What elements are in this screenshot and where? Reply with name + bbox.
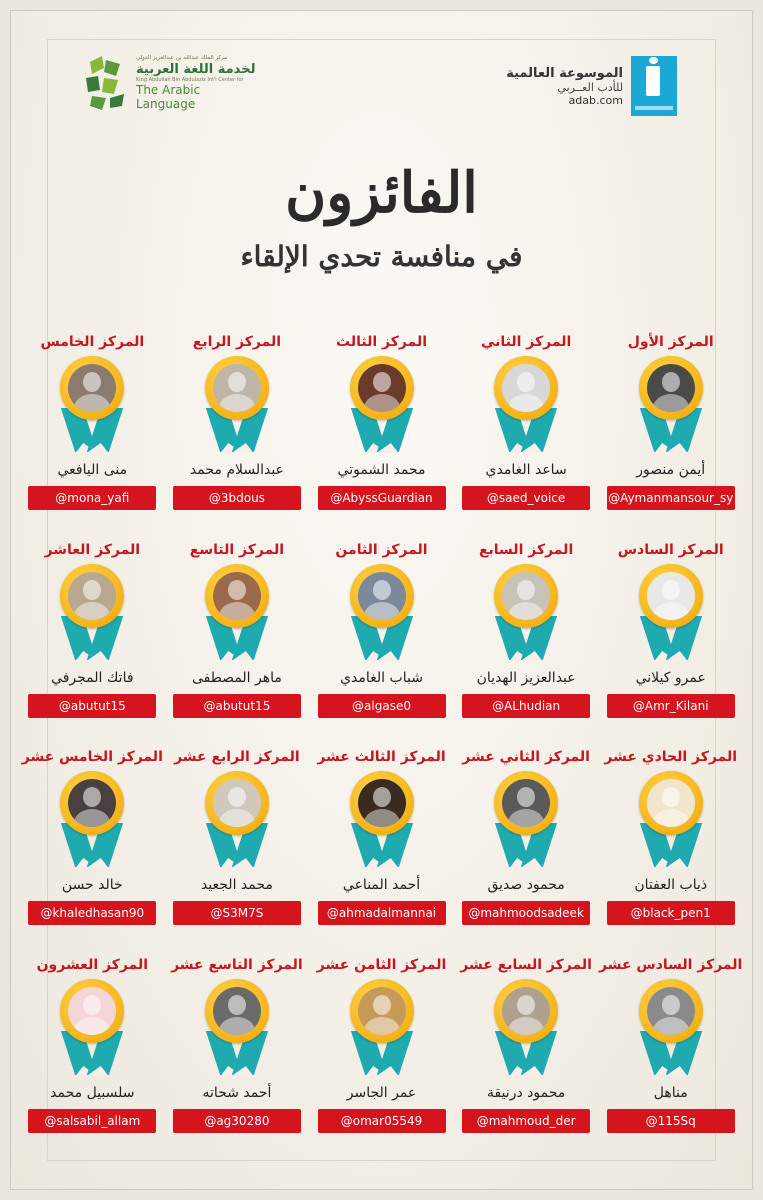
winner-handle[interactable]: @mahmoud_der	[462, 1109, 590, 1133]
winner-rank: المركز السابع	[478, 541, 574, 558]
winner-card	[454, 743, 599, 951]
avatar-head	[83, 787, 101, 807]
winner-name: سلسبيل محمد	[50, 1084, 135, 1101]
winner-card	[598, 743, 743, 951]
winner-card	[165, 536, 310, 744]
winner-card	[20, 536, 165, 744]
avatar-head	[662, 372, 680, 392]
medal-icon	[486, 979, 566, 1079]
winner-name: ماهر المصطفى	[191, 669, 282, 686]
medal-icon	[342, 356, 422, 456]
medal-icon	[342, 979, 422, 1079]
avatar-head	[517, 995, 535, 1015]
avatar-body	[219, 1017, 255, 1035]
winner-handle[interactable]: @abutut15	[173, 694, 301, 718]
winner-name: محمود درنيقة	[486, 1084, 566, 1101]
avatar-head	[662, 787, 680, 807]
winner-handle[interactable]: @mona_yafi	[28, 486, 156, 510]
avatar-body	[219, 809, 255, 827]
avatar	[358, 987, 406, 1035]
avatar	[647, 572, 695, 620]
winner-name: ساعد الغامدي	[485, 462, 567, 478]
avatar	[68, 364, 116, 412]
medal-icon	[631, 564, 711, 664]
avatar-head	[373, 372, 391, 392]
adab-line1: الموسوعة العالمية	[506, 65, 623, 81]
winner-name: محمود صديق	[487, 877, 565, 893]
avatar-body	[219, 602, 255, 620]
avatar-head	[517, 372, 535, 392]
avatar-head	[373, 580, 391, 600]
winner-rank: المركز العاشر	[44, 541, 141, 558]
avatar-head	[228, 787, 246, 807]
avatar-body	[364, 1017, 400, 1035]
avatar-head	[83, 372, 101, 392]
winner-handle[interactable]: @omar05549	[318, 1109, 446, 1133]
winner-handle[interactable]: @Aymanmansour_sy	[607, 486, 735, 510]
winner-rank: المركز السابع عشر	[460, 956, 592, 973]
winner-handle[interactable]: @khaledhasan90	[28, 901, 156, 925]
medal-icon	[631, 356, 711, 456]
winner-rank: المركز التاسع عشر	[171, 956, 303, 973]
avatar-head	[517, 580, 535, 600]
winner-card	[20, 743, 165, 951]
winner-handle[interactable]: @ALhudian	[462, 694, 590, 718]
winner-handle[interactable]: @S3M7S	[173, 901, 301, 925]
winner-name: ذياب العفتان	[634, 877, 708, 893]
avatar	[502, 779, 550, 827]
winner-card	[598, 536, 743, 744]
winner-name: أيمن منصور	[636, 462, 706, 478]
avatar-head	[83, 580, 101, 600]
winner-card	[454, 328, 599, 536]
avatar	[502, 364, 550, 412]
winner-handle[interactable]: @salsabil_allam	[28, 1109, 156, 1133]
avatar-body	[653, 809, 689, 827]
winner-card	[165, 951, 310, 1159]
winner-rank: المركز الثاني عشر	[462, 749, 590, 765]
winner-handle[interactable]: @mahmoodsadeek	[462, 901, 590, 925]
winner-name: عبدالعزيز الهديان	[476, 669, 576, 686]
winner-name: عمرو كيلاني	[635, 669, 706, 686]
winner-name: محمد الجعيد	[200, 877, 273, 893]
avatar-body	[364, 602, 400, 620]
kaci-line3: King Abdullah Bin Abdulaziz Int'l Center for	[136, 76, 244, 83]
winner-rank: المركز الأول	[627, 334, 714, 350]
avatar	[68, 987, 116, 1035]
avatar-body	[364, 809, 400, 827]
avatar-head	[373, 995, 391, 1015]
winner-rank: المركز الحادي عشر	[604, 749, 738, 765]
medal-icon	[631, 771, 711, 871]
winner-rank: المركز الرابع	[192, 334, 282, 350]
winner-name: محمد الشموتي	[337, 462, 426, 478]
avatar	[647, 987, 695, 1035]
winner-card	[309, 743, 454, 951]
medal-icon	[52, 771, 132, 871]
avatar-head	[83, 995, 101, 1015]
avatar-body	[653, 1017, 689, 1035]
kaci-line2: لخدمة اللغة العربية	[136, 61, 256, 77]
avatar	[502, 987, 550, 1035]
page-subtitle: في منافسة تحدي الإلقاء	[240, 240, 523, 273]
adab-line2: للأدب العــربي	[557, 80, 623, 94]
avatar-body	[74, 394, 110, 412]
avatar	[213, 572, 261, 620]
medal-icon	[486, 771, 566, 871]
winners-grid	[20, 328, 743, 1158]
winner-card	[165, 743, 310, 951]
avatar	[68, 572, 116, 620]
avatar	[647, 779, 695, 827]
medal-icon	[342, 564, 422, 664]
avatar-head	[662, 995, 680, 1015]
avatar-body	[508, 809, 544, 827]
avatar	[647, 364, 695, 412]
winner-rank: المركز العشرون	[36, 956, 149, 973]
winner-handle[interactable]: @ahmadalmannai	[318, 901, 446, 925]
winner-card	[309, 951, 454, 1159]
winner-rank: المركز الخامس عشر	[21, 749, 163, 765]
winner-handle[interactable]: @3bdous	[173, 486, 301, 510]
winner-handle[interactable]: @Amr_Kilani	[607, 694, 735, 718]
winner-handle[interactable]: @115Sq	[607, 1109, 735, 1133]
winner-card	[598, 951, 743, 1159]
winner-name: أحمد المناعي	[342, 877, 421, 893]
winner-handle[interactable]: @abutut15	[28, 694, 156, 718]
medal-icon	[197, 979, 277, 1079]
winner-card	[454, 536, 599, 744]
avatar-head	[373, 787, 391, 807]
winner-name: عبدالسلام محمد	[189, 462, 284, 478]
winner-rank: المركز الخامس	[40, 334, 145, 350]
adab-logo	[506, 56, 677, 116]
avatar	[213, 364, 261, 412]
winner-name: عمر الجاسر	[346, 1084, 417, 1101]
winner-rank: المركز السادس	[617, 541, 724, 558]
winner-rank: المركز التاسع	[189, 541, 285, 558]
winner-card	[20, 328, 165, 536]
winner-handle[interactable]: @AbyssGuardian	[318, 486, 446, 510]
avatar	[358, 572, 406, 620]
winner-card	[454, 951, 599, 1159]
medal-icon	[52, 564, 132, 664]
medal-icon	[631, 979, 711, 1079]
adab-line3: adab.com	[568, 93, 623, 107]
medal-icon	[197, 356, 277, 456]
winner-rank: المركز الرابع عشر	[174, 749, 300, 765]
winner-rank: المركز الثاني	[480, 334, 572, 350]
winner-handle[interactable]: @ag30280	[173, 1109, 301, 1133]
avatar-body	[74, 602, 110, 620]
medal-icon	[52, 979, 132, 1079]
avatar-body	[653, 394, 689, 412]
winner-name: مناهل	[653, 1084, 688, 1101]
avatar	[213, 987, 261, 1035]
winner-card	[309, 536, 454, 744]
winner-name: منى اليافعي	[57, 462, 128, 478]
avatar-body	[508, 394, 544, 412]
avatar-body	[74, 809, 110, 827]
avatar-body	[219, 394, 255, 412]
medal-icon	[486, 564, 566, 664]
avatar-body	[74, 1017, 110, 1035]
medal-icon	[342, 771, 422, 871]
avatar-head	[228, 580, 246, 600]
adab-mark-icon	[631, 56, 677, 116]
avatar-body	[508, 1017, 544, 1035]
avatar-head	[228, 372, 246, 392]
winner-card	[598, 328, 743, 536]
medal-icon	[197, 771, 277, 871]
avatar	[358, 779, 406, 827]
winner-handle[interactable]: @algase0	[318, 694, 446, 718]
avatar-body	[653, 602, 689, 620]
avatar	[502, 572, 550, 620]
avatar-head	[517, 787, 535, 807]
kaci-line4: The Arabic Language	[136, 82, 201, 111]
avatar-body	[508, 602, 544, 620]
winner-name: أحمد شحاته	[202, 1084, 272, 1101]
winner-name: خالد حسن	[61, 877, 123, 893]
page-title: الفائزون	[285, 160, 478, 226]
kaci-mark-icon	[80, 54, 130, 112]
winner-rank: المركز السادس عشر	[599, 956, 743, 973]
winner-rank: المركز الثامن	[335, 541, 428, 558]
winner-card	[309, 328, 454, 536]
winner-rank: المركز الثامن عشر	[316, 956, 447, 973]
winner-handle[interactable]: @black_pen1	[607, 901, 735, 925]
kaci-line1: مركز الملك عبدالله بن عبدالعزيز الدولي	[136, 55, 228, 62]
winner-rank: المركز الثالث	[336, 334, 427, 350]
winner-name: شباب الغامدي	[340, 669, 423, 686]
avatar-head	[228, 995, 246, 1015]
medal-icon	[486, 356, 566, 456]
medal-icon	[52, 356, 132, 456]
winner-handle[interactable]: @saed_voice	[462, 486, 590, 510]
avatar	[68, 779, 116, 827]
avatar-head	[662, 580, 680, 600]
kaci-logo	[80, 48, 260, 118]
winner-card	[165, 328, 310, 536]
avatar	[358, 364, 406, 412]
winner-card	[20, 951, 165, 1159]
avatar	[213, 779, 261, 827]
avatar-body	[364, 394, 400, 412]
winner-name: فاتك المجرفي	[51, 669, 134, 686]
medal-icon	[197, 564, 277, 664]
winner-rank: المركز الثالث عشر	[317, 749, 446, 765]
